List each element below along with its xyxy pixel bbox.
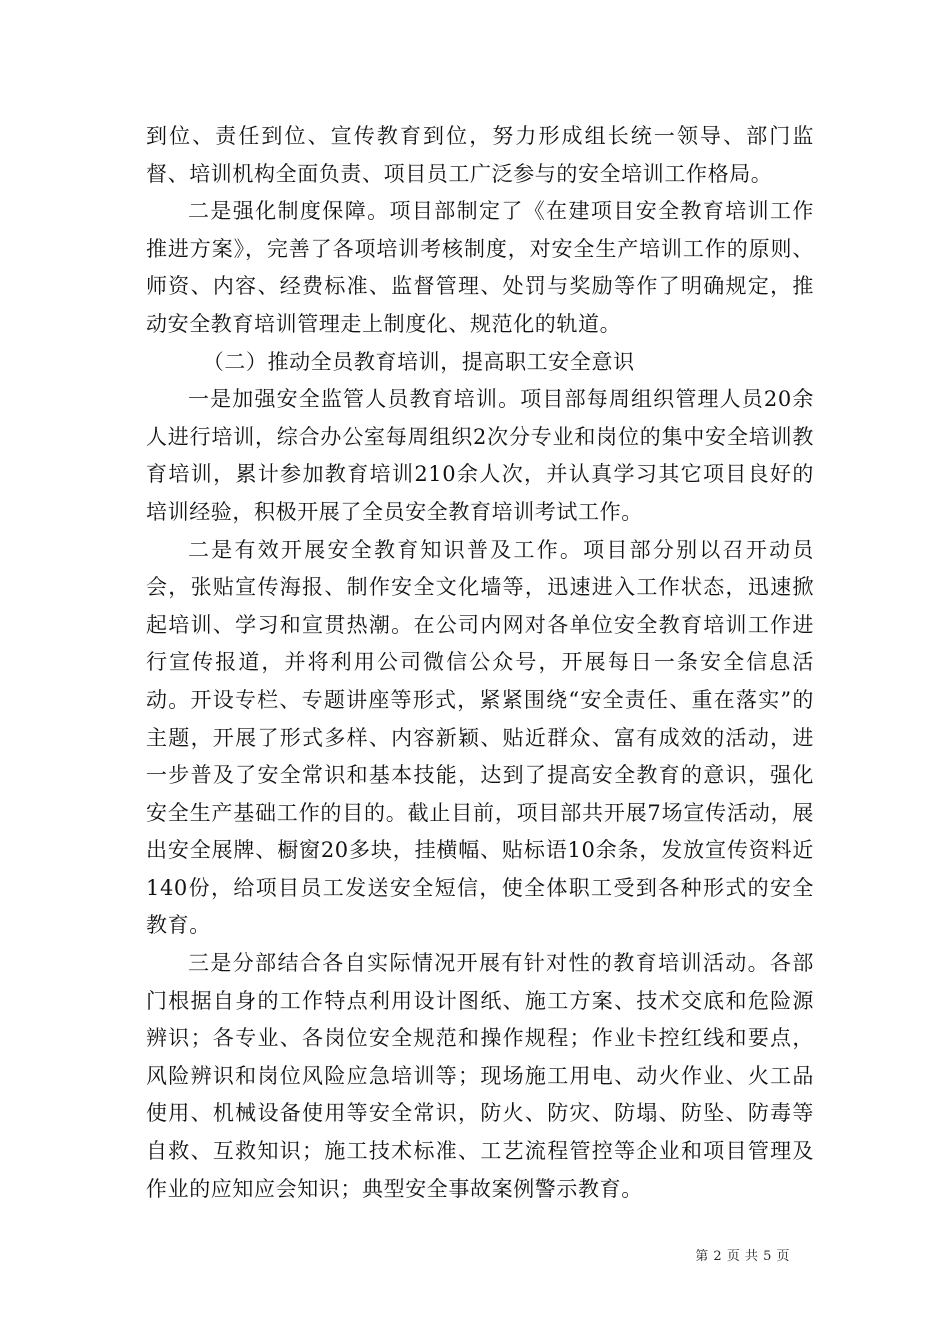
document-body — [146, 118, 814, 1208]
paragraph-knowledge-popularization: 二是有效开展安全教育知识普及工作。项目部分别以召开动员会，张贴宣传海报、制作安全文化墙等，迅速进入工作状态，迅速掀起培训、学习和宣贯热潮。在公司内网对各单位安全教育培训工作进行宣传报道，并将利用公司微信公众号，开展每日一条安全信息活动。开设专栏、专题讲座等形式，紧紧围绕“安全责任、重在落实”的主题，开展了形式多样、内容新颖、贴近群众、富有成效的活动，进一步普及了安全常识和基本技能，达到了提高安全教育的意识，强化安全生产基础工作的目的。截止目前，项目部共开展7场宣传活动，展出安全展牌、橱窗20多块，挂横幅、贴标语10余条，发放宣传资料近140份，给项目员工发送安全短信，使全体职工受到各种形式的安全教育。 — [146, 537, 814, 938]
paragraph-supervisor-training: 一是加强安全监管人员教育培训。项目部每周组织管理人员20余人进行培训，综合办公室每周组织2次分专业和岗位的集中安全培训教育培训，累计参加教育培训210余人次，并认真学习其它项目良好的培训经验，积极开展了全员安全教育培训考试工作。 — [146, 387, 814, 524]
paragraph-targeted-training: 三是分部结合各自实际情况开展有针对性的教育培训活动。各部门根据自身的工作特点利用设计图纸、施工方案、技术交底和危险源辨识；各专业、各岗位安全规范和操作规程；作业卡控红线和要点，风险辨识和岗位风险应急培训等；现场施工用电、动火作业、火工品使用、机械设备使用等安全常识，防火、防灾、防塌、防坠、防毒等自救、互救知识；施工技术标准、工艺流程管控等企业和项目管理及作业的应知应会知识；典型安全事故案例警示教育。 — [146, 951, 814, 1201]
paragraph-continuation: 到位、责任到位、宣传教育到位，努力形成组长统一领导、部门监督、培训机构全面负责、项目员工广泛参与的安全培训工作格局。 — [146, 124, 814, 186]
paragraph-institutional-guarantee: 二是强化制度保障。项目部制定了《在建项目安全教育培训工作推进方案》，完善了各项培训考核制度，对安全生产培训工作的原则、师资、内容、经费标准、监督管理、处罚与奖励等作了明确规定，推动安全教育培训管理走上制度化、规范化的轨道。 — [146, 199, 814, 336]
page-number: 第 2 页 共 5 页 — [695, 1249, 790, 1264]
section-heading: （二）推动全员教育培训，提高职工安全意识 — [202, 349, 635, 374]
